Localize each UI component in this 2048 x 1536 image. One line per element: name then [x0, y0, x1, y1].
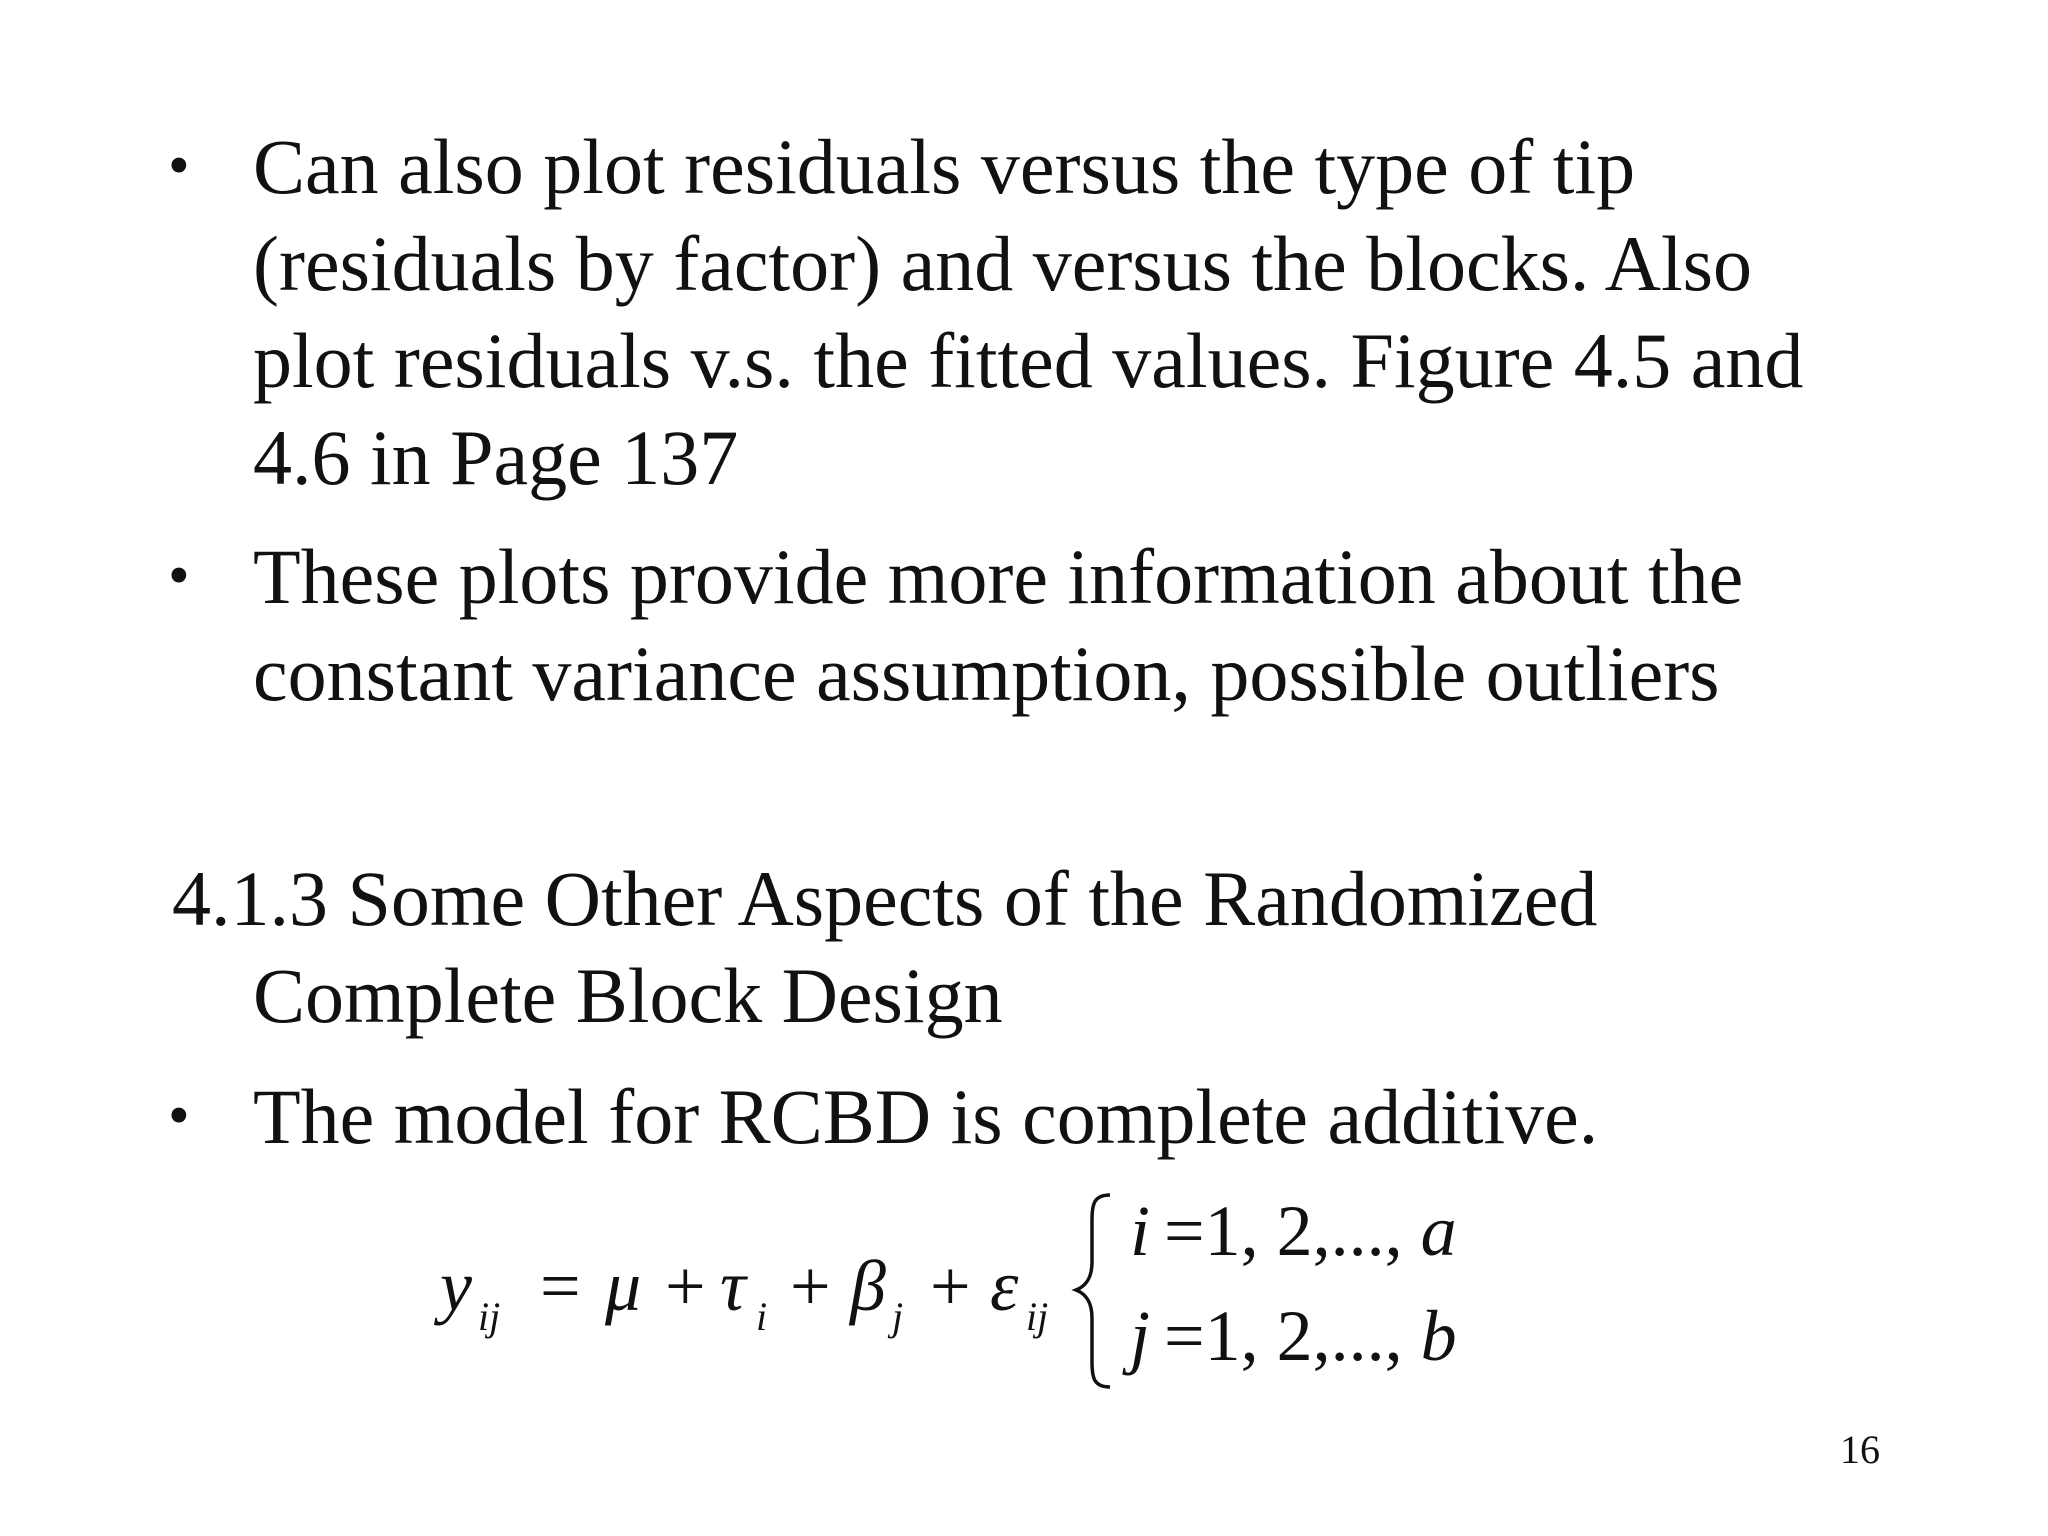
- equation-case-j: j =1, 2,..., b: [1130, 1296, 1457, 1376]
- equation-tau-subscript: i: [756, 1294, 768, 1339]
- bullet-icon: •: [168, 132, 190, 200]
- equation-plus: +: [665, 1246, 706, 1326]
- equation-plus: +: [930, 1246, 971, 1326]
- equation-plus: +: [790, 1246, 831, 1326]
- equation-epsilon: ε: [990, 1246, 1019, 1326]
- bullet-line: These plots provide more information about the: [253, 533, 1744, 620]
- bullet-line: (residuals by factor) and versus the blocks. Also: [253, 220, 1752, 307]
- equation-beta: β: [850, 1246, 886, 1326]
- bullet-text: [253, 1068, 1933, 1165]
- bullet-text: [253, 528, 1933, 722]
- equation-mu: μ: [605, 1246, 642, 1326]
- bullet-line: 4.6 in Page 137: [253, 414, 739, 501]
- bullet-icon: •: [168, 542, 190, 610]
- bullet-line: Can also plot residuals versus the type of tip: [253, 123, 1636, 210]
- section-heading: [172, 850, 1597, 1044]
- page-number: 16: [1840, 1427, 1880, 1472]
- section-heading-line: Complete Block Design: [253, 952, 1003, 1039]
- bullet-text: [253, 118, 1933, 506]
- bullet-line: plot residuals v.s. the fitted values. Figure 4.5 and: [253, 317, 1804, 404]
- bullet-line: constant variance assumption, possible outliers: [253, 630, 1720, 717]
- section-heading-line: 4.1.3 Some Other Aspects of the Randomized: [172, 855, 1598, 942]
- equation-y-subscript: ij: [478, 1294, 501, 1339]
- bullet-line: The model for RCBD is complete additive.: [253, 1073, 1599, 1160]
- equation-y: y: [440, 1246, 472, 1326]
- bullet-icon: •: [168, 1082, 190, 1150]
- equation-beta-subscript: j: [892, 1294, 904, 1339]
- equation-epsilon-subscript: ij: [1026, 1294, 1049, 1339]
- model-equation: [430, 1180, 1630, 1420]
- equation-case-i: i =1, 2,..., a: [1130, 1191, 1457, 1271]
- equation-tau: τ: [720, 1246, 746, 1326]
- curly-brace-icon: [1076, 1195, 1110, 1387]
- equation-equals: =: [540, 1246, 581, 1326]
